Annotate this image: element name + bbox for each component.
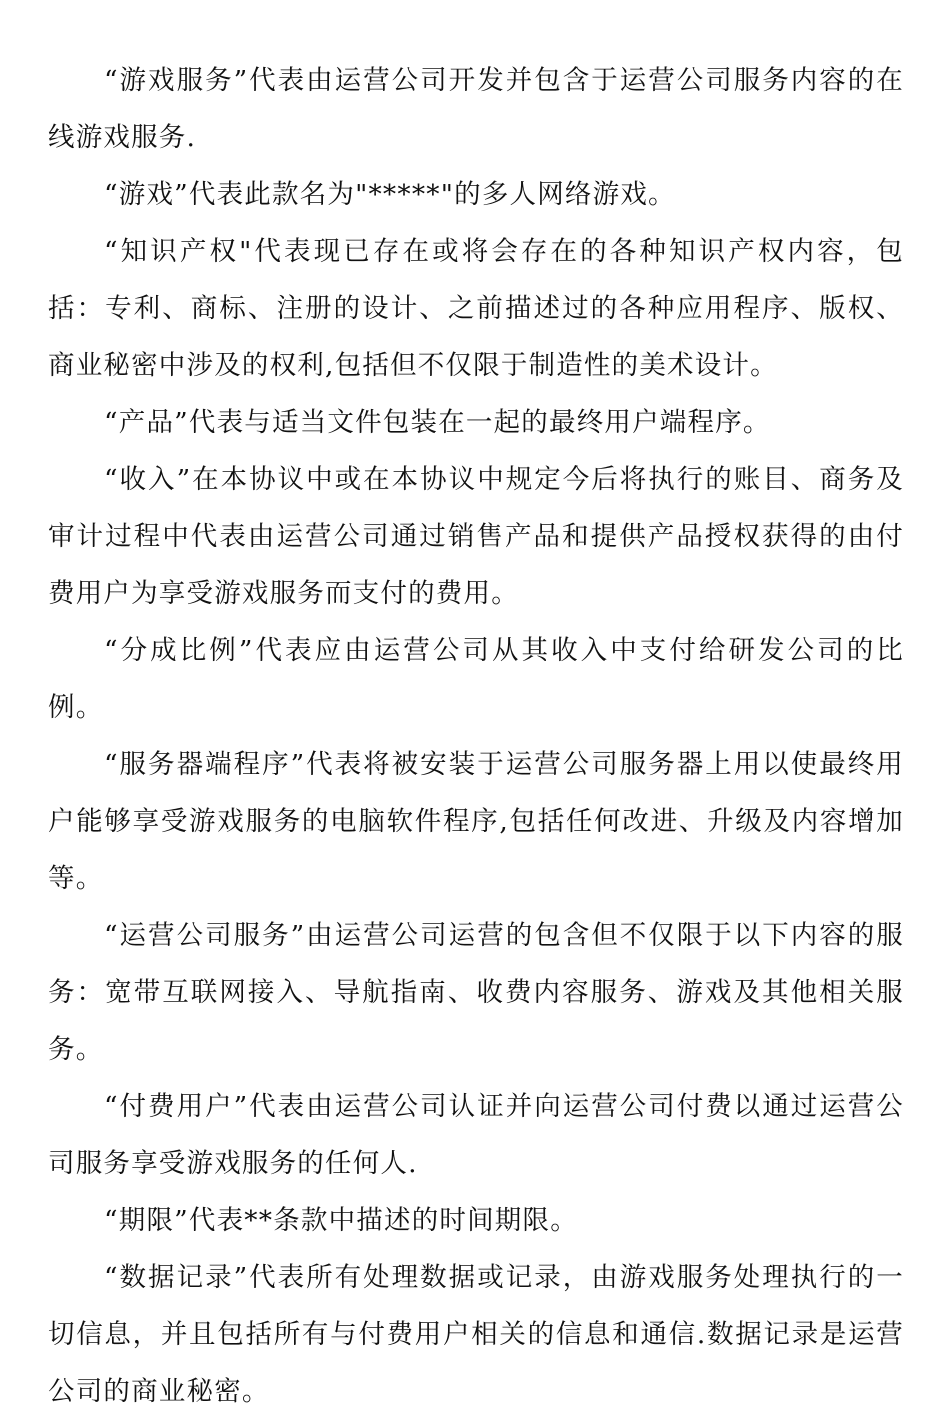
paragraph-data-record-definition: “数据记录”代表所有处理数据或记录，由游戏服务处理执行的一切信息，并且包括所有与付费用户相关的信息和通信.数据记录是运营公司的商业秘密。 [48,1262,904,1407]
paragraph-game-definition: “游戏”代表此款名为"*****"的多人网络游戏。 [104,179,676,210]
paragraph-product-definition: “产品”代表与适当文件包装在一起的最终用户端程序。 [104,407,771,438]
document-body [48,52,904,1420]
paragraph-paying-user-definition: “付费用户”代表由运营公司认证并向运营公司付费以通过运营公司服务享受游戏服务的任何人. [48,1091,904,1179]
paragraph-intellectual-property-definition: “知识产权"代表现已存在或将会存在的各种知识产权内容，包括：专利、商标、注册的设计、之前描述过的各种应用程序、版权、商业秘密中涉及的权利,包括但不仅限于制造性的美术设计。 [48,236,904,381]
paragraph-revenue-definition: “收入”在本协议中或在本协议中规定今后将执行的账目、商务及审计过程中代表由运营公司通过销售产品和提供产品授权获得的由付费用户为享受游戏服务而支付的费用。 [48,464,904,609]
paragraph-revenue-share-definition: “分成比例”代表应由运营公司从其收入中支付给研发公司的比例。 [48,635,904,723]
paragraph-server-program-definition: “服务器端程序”代表将被安装于运营公司服务器上用以使最终用户能够享受游戏服务的电脑软件程序,包括任何改进、升级及内容增加等。 [48,749,904,894]
paragraph-term-definition: “期限”代表**条款中描述的时间期限。 [104,1205,578,1236]
paragraph-operator-service-definition: “运营公司服务”由运营公司运营的包含但不仅限于以下内容的服务：宽带互联网接入、导航指南、收费内容服务、游戏及其他相关服务。 [48,920,904,1065]
paragraph-game-service-definition: “游戏服务”代表由运营公司开发并包含于运营公司服务内容的在线游戏服务. [48,65,904,153]
